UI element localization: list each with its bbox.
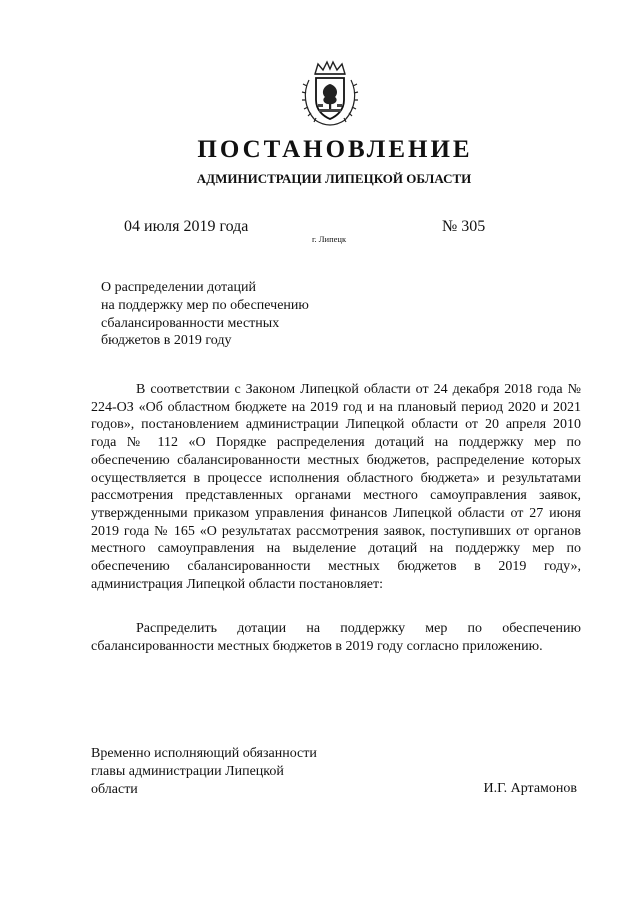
document-heading — [101, 279, 309, 350]
heading-line: бюджетов в 2019 году — [101, 333, 232, 349]
lipetsk-coat-of-arms-icon — [301, 60, 359, 128]
signatory-position — [91, 745, 317, 799]
document-title: ПОСТАНОВЛЕНИЕ — [197, 136, 473, 163]
heading-line: О распределении дотаций — [101, 280, 256, 295]
document-number: № 305 — [442, 218, 486, 235]
signatory-position-line: главы администрации Липецкой — [91, 764, 284, 779]
body-paragraph-1: В соответствии с Законом Липецкой области от 24 декабря 2018 года № 224-ОЗ «Об областном бюджете на 2019 год и на плановый период 2020 и 2021 годов», постановлением администрации Липецкой области от 20 апреля 2010 года № 112 «О Порядке распределения дотаций на поддержку мер по обеспечению сбалансированности местных бюджетов, распределение которых осуществляется в процессе исполнения областного бюджета» и результатами рассмотрения представленных органами местного самоуправления заявок, утвержденными приказом управления финансов Липецкой области от 27 июня 2019 года № 165 «О результатах рассмотрения заявок, поступивших от органов местного самоуправления на выделение дотаций на поддержку мер по обеспечению сбалансированности местных бюджетов в 2019 году», администрация Липецкой области постановляет: — [91, 382, 581, 592]
signatory-position-line: Временно исполняющий обязанности — [91, 746, 317, 761]
document-city: г. Липецк — [312, 234, 347, 244]
heading-line: сбалансированности местных — [101, 315, 280, 331]
heading-line: на поддержку мер по обеспечению — [101, 297, 309, 313]
signatory-name: И.Г. Артамонов — [483, 781, 577, 796]
document-subtitle: АДМИНИСТРАЦИИ ЛИПЕЦКОЙ ОБЛАСТИ — [196, 171, 472, 186]
body-paragraph-2: Распределить дотации на поддержку мер по обеспечению сбалансированности местных бюджетов в 2019 году согласно приложению. — [91, 621, 581, 654]
signatory-position-line: области — [91, 782, 138, 797]
document-date: 04 июля 2019 года — [124, 218, 249, 235]
